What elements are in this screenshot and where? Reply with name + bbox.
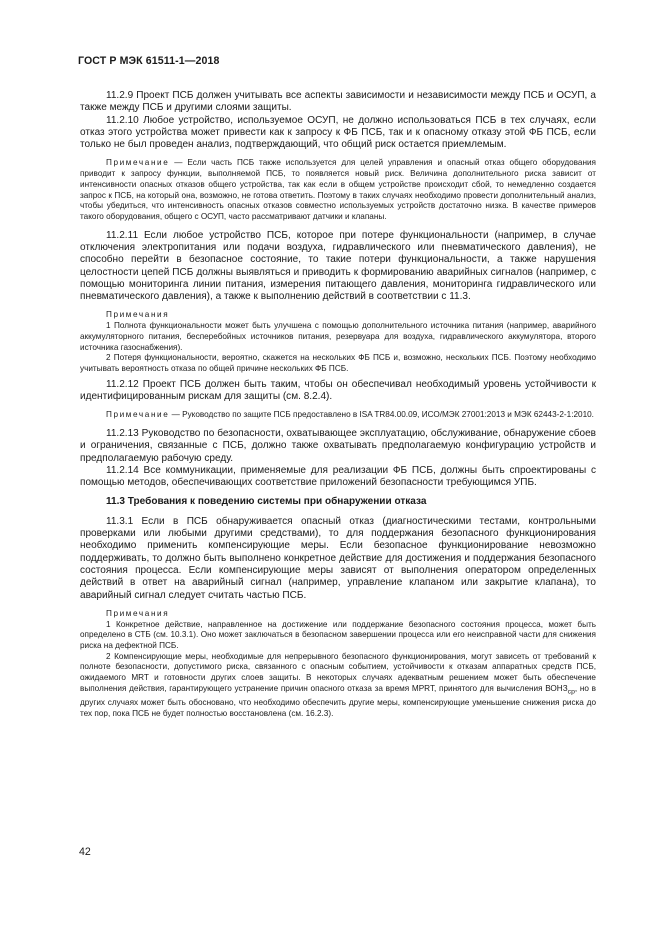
note-item: 1 Конкретное действие, направленное на достижение или поддержание безопасного состояния процесса, может быть определено в СТБ (см. 10.3.1). Оно может заключаться в безопасном завершении процесса или его неисправной части для снижения риска на дефектной ПСБ.: [80, 619, 596, 650]
page-number: 42: [79, 846, 91, 858]
section-heading-11-3: 11.3 Требования к поведению системы при обнаружении отказа: [106, 496, 427, 508]
note-label: Примечание: [106, 158, 170, 168]
notes-heading-11-3-1: Примечания: [106, 608, 170, 618]
document-header: ГОСТ Р МЭК 61511-1—2018: [78, 55, 220, 67]
note-11-2-10: [80, 158, 596, 222]
note-text: — Если часть ПСБ также используется для целей управления и опасный отказ общего оборудования приводит к запросу функции, выполняемой ПСБ, то появляется новый риск. Величина дополнительного риска зависит от интенсивности опасных отказов общего устройства, так как если в общем устройстве происходит сбой, то немедленно создается запрос к ПСБ, на который она, возможно, не готова ответить. Поэтому в таких случаях необходимо провести дополнительный анализ, чтобы убедиться, что интенсивность опасных отказов совместно используемых устройств достаточно низка. В качестве примеров такого оборудования, общего с ОСУП, часто рассматривают датчики и клапаны.: [80, 158, 596, 221]
clause-11-2-14: 11.2.14 Все коммуникации, применяемые для реализации ФБ ПСБ, должны быть спроектированы с помощью методов, обеспечивающих соответствие приложений безопасности требующимся УПБ.: [80, 464, 596, 489]
note-text: , но в других случаях может быть обосновано, что необходимо обеспечить другие меры, компенсирующие уменьшение снижения риска до тех пор, пока ПСБ не будет полностью восстановлена (см. 16.2.3).: [80, 683, 597, 718]
clause-11-3-1: 11.3.1 Если в ПСБ обнаруживается опасный отказ (диагностическими тестами, контрольными проверками или любыми другими средствами), то для поддержания безопасного функционирования необходимо применить компенсирующие меры. Если безопасное функционирование невозможно поддерживать, то должно быть выполнено конкретное действие для достижения и поддержания безопасного состояния процесса. Если компенсирующие меры зависят от выполнения оператором определенных действий в ответ на аварийный сигнал (например, управление клапаном или закрытие клапана), то аварийный сигнал следует считать частью ПСБ.: [80, 515, 596, 601]
note-text: — Руководство по защите ПСБ предоставлено в ISA TR84.00.09, ИСО/МЭК 27001:2013 и МЭК 62443-2-1:2010.: [169, 410, 594, 420]
clause-11-2-11: 11.2.11 Если любое устройство ПСБ, которое при потере функциональности (например, в случае отключения электропитания или подачи воздуха, гидравлического или пневматического давления), не способно перейти в безопасное состояние, то такие потери функциональности, а также нарушения целостности цепей ПСБ должны выявляться и приводить к формированию аварийных сигналов (например, с помощью мониторинга линии питания, измерения питающего давления, мониторинга гидравлического или пневматического давления), а также к выполнению действий в соответствии с 11.3.: [80, 229, 596, 303]
note-11-2-12: [80, 410, 596, 421]
subscript: ср: [567, 688, 575, 696]
clause-11-2-10: 11.2.10 Любое устройство, используемое ОСУП, не должно использоваться ПСБ в тех случаях, если отказ этого устройства может привести как к запросу к ФБ ПСБ, так и к опасному отказу этой ФБ ПСБ, если только не был проведен анализ, подтверждающий, что общий риск остается приемлемым.: [80, 114, 596, 151]
page-content: [80, 90, 596, 720]
note-label: Примечание: [106, 410, 170, 420]
clause-11-2-9: 11.2.9 Проект ПСБ должен учитывать все аспекты зависимости и независимости между ПСБ и ОСУП, а также между ПСБ и другими слоями защиты.: [80, 90, 596, 114]
note-item: 2 Потеря функциональности, вероятно, скажется на нескольких ФБ ПСБ и, возможно, нескольких ПСБ. Поэтому необходимо учитывать вероятность отказа по общей причине нескольких ФБ ПСБ.: [80, 353, 596, 373]
clause-11-2-12: 11.2.12 Проект ПСБ должен быть таким, чтобы он обеспечивал необходимый уровень устойчивости к идентифицированным рискам для защиты (см. 8.2.4).: [80, 378, 596, 402]
note-item: [80, 652, 596, 720]
note-item: 1 Полнота функциональности может быть улучшена с помощью дополнительного источника питания (например, аварийного аккумуляторного питания, бесперебойных источников питания, резервуара для воздуха, гидравлического аккумулятора, второго источника газоснабжения).: [80, 321, 596, 352]
notes-heading-11-2-11: Примечания: [106, 310, 170, 320]
note-text: 2 Компенсирующие меры, необходимые для непрерывного безопасного функционирования, могут зависеть от требований к полноте безопасности, допустимого риска, связанного с опасным событием, устойчивости к отказам аппаратных средств ПСБ, ожидаемого MRT и готовности других слоев защиты. В некоторых случаях адекватным решением может быть обеспечение выполнения действия, гарантирующего устранение причин опасного отказа за время MPRT, принятого для вычисления ВОНЗ: [80, 651, 596, 693]
clause-11-2-13: 11.2.13 Руководство по безопасности, охватывающее эксплуатацию, обслуживание, обнаружение сбоев и ограничения, связанные с ПСБ, должно также охватывать предполагаемую конфигурацию устройств и предполагаемую рабочую среду.: [80, 428, 596, 464]
